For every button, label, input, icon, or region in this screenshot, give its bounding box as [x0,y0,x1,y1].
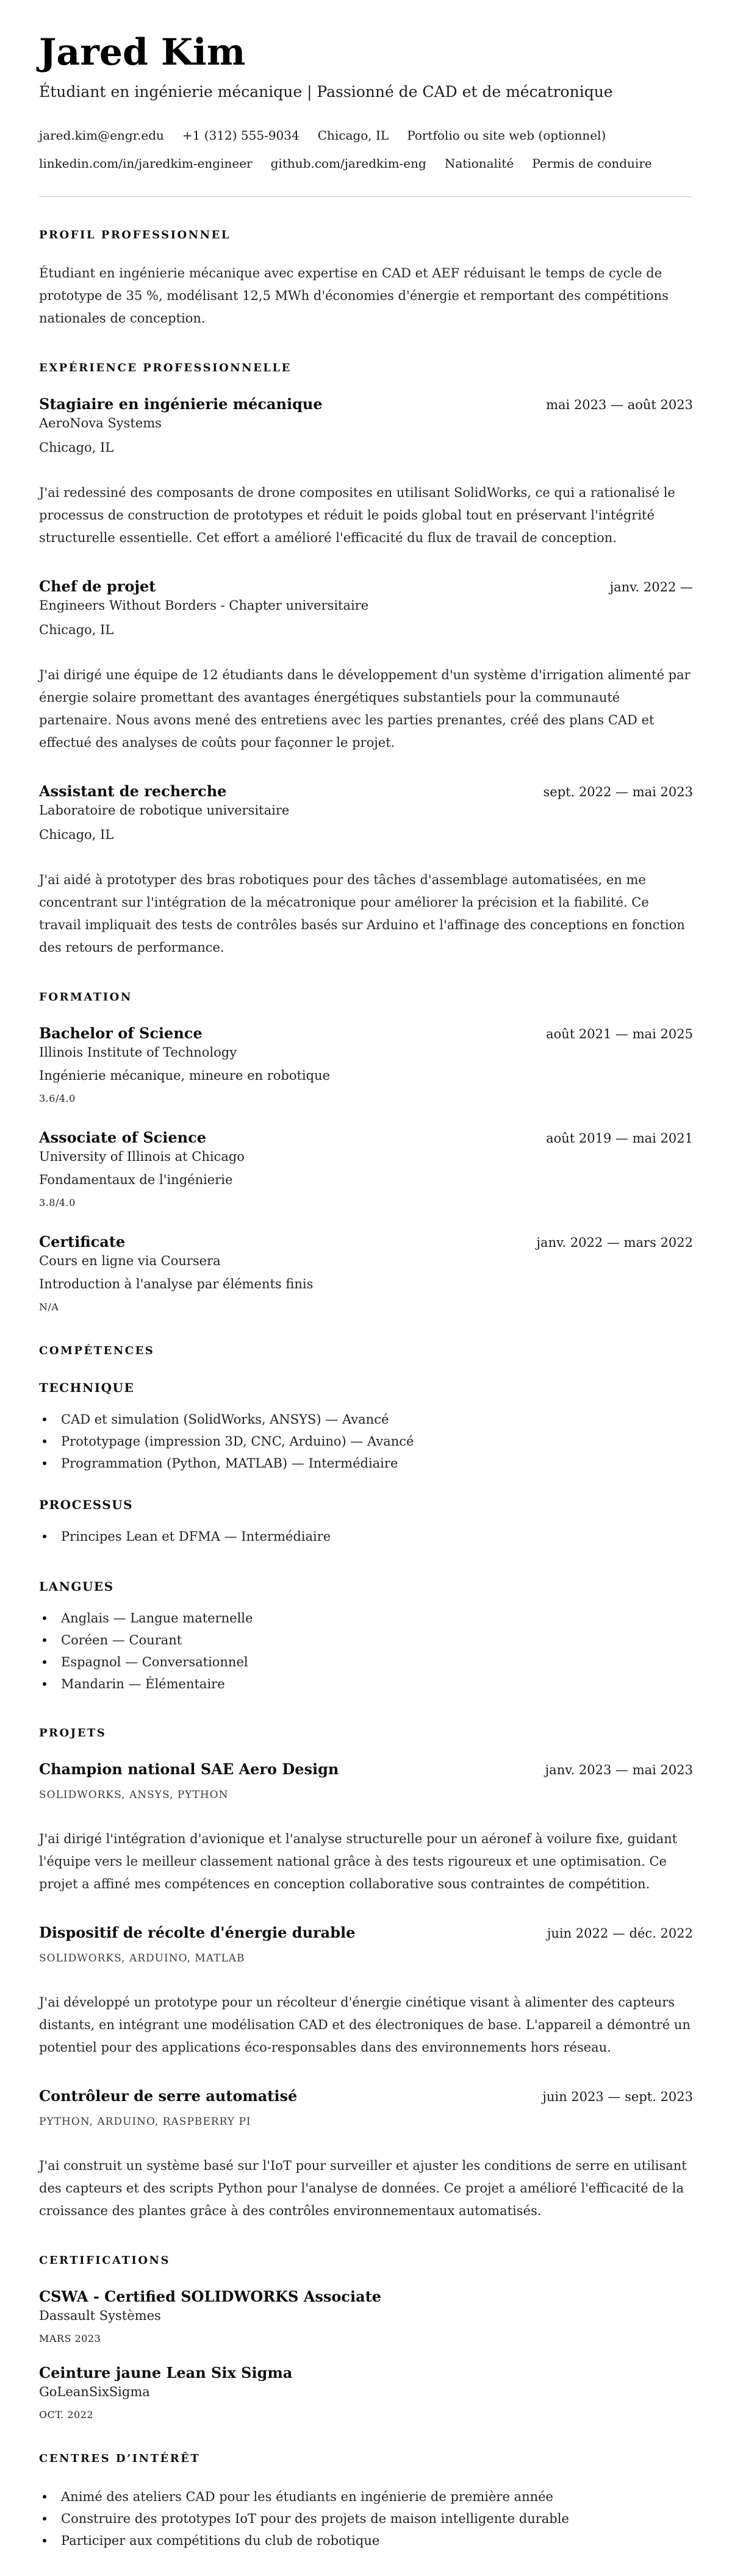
project-dates: janv. 2023 — mai 2023 [545,1763,693,1777]
job-entry [39,782,693,959]
section-projects [39,1727,693,2222]
skills-group-title: TECHNIQUE [39,1380,135,1395]
education-field: Fondamentaux de l'ingénierie [39,1172,233,1187]
education-dates: août 2021 — mai 2025 [546,1027,693,1041]
project-header [39,1760,693,1778]
education-degree: Associate of Science [39,1129,206,1146]
job-role: Assistant de recherche [39,782,227,800]
job-description: J'ai aidé à prototyper des bras robotiques pour des tâches d'assemblage automatisées, en me concentrant sur l'intégration de la mécatronique pour améliorer la précision et la fiabilité. Ce travail impliquait des tests de contrôles basés sur Arduino et l'affinage des conceptions en fonction des retours de performance. [39,872,685,955]
candidate-name: Jared Kim [39,31,246,74]
job-company: Engineers Without Borders - Chapter universitaire [39,598,369,613]
certification-name: CSWA - Certified SOLIDWORKS Associate [39,2288,382,2305]
job-header [39,577,693,595]
section-title-experience: EXPÉRIENCE PROFESSIONNELLE [39,362,292,374]
contact-location: Chicago, IL [317,128,389,143]
project-tags: SOLIDWORKS, ANSYS, PYTHON [39,1789,229,1801]
project-name: Dispositif de récolte d'énergie durable [39,1924,356,1941]
section-title-skills: COMPÉTENCES [39,1344,155,1357]
certification-entry [39,2364,693,2421]
job-location: Chicago, IL [39,440,114,455]
contact-linkedin: linkedin.com/in/jaredkim-engineer [39,156,253,171]
project-tags: SOLIDWORKS, ARDUINO, MATLAB [39,1952,245,1964]
skill-item: Programmation (Python, MATLAB) — Intermédiaire [39,1452,693,1474]
job-company: Laboratoire de robotique universitaire [39,803,290,818]
section-certifications [39,2254,693,2421]
resume-header [39,32,693,197]
interest-item: Animé des ateliers CAD pour les étudiants en ingénierie de première année [39,2486,693,2508]
project-description: J'ai développé un prototype pour un récolteur d'énergie cinétique visant à alimenter des capteurs distants, en intégrant une modélisation CAD et des électroniques de base. L'appareil a démontré un potentiel pour des applications éco-responsables dans des environnements hors réseau. [39,1995,691,2055]
certification-name: Ceinture jaune Lean Six Sigma [39,2364,293,2382]
language-item: Espagnol — Conversationnel [39,1651,693,1673]
interest-item: Construire des prototypes IoT pour des projets de maison intelligente durable [39,2508,693,2530]
education-field: Ingénierie mécanique, mineure en robotique [39,1068,331,1083]
job-role: Stagiaire en ingénierie mécanique [39,395,323,413]
job-description: J'ai redessiné des composants de drone composites en utilisant SolidWorks, ce qui a rationalisé le processus de construction de prototypes et réduit le poids global tout en préservant l'intégrité structurelle essentielle. Cet effort a amélioré l'efficacité du flux de travail de conception. [39,485,675,545]
education-gpa: 3.8/4.0 [39,1197,76,1208]
section-title-profile: PROFIL PROFESSIONNEL [39,229,231,241]
education-field: Introduction à l'analyse par éléments finis [39,1277,314,1291]
section-title-projects: PROJETS [39,1727,107,1739]
skill-item: Principes Lean et DFMA — Intermédiaire [39,1525,693,1547]
project-name: Champion national SAE Aero Design [39,1760,339,1778]
skill-item: CAD et simulation (SolidWorks, ANSYS) — Avancé [39,1408,693,1430]
project-tags: PYTHON, ARDUINO, RASPBERRY PI [39,2116,251,2128]
header-divider [39,196,693,197]
project-header [39,1924,693,1941]
certification-entry [39,2288,693,2344]
contact-website: Portfolio ou site web (optionnel) [407,128,606,143]
job-header [39,395,693,413]
education-header [39,1233,693,1251]
job-header [39,782,693,800]
job-dates: janv. 2022 — [609,580,693,594]
project-entry [39,1924,693,2059]
job-role: Chef de projet [39,577,156,595]
education-dates: janv. 2022 — mars 2022 [536,1235,693,1250]
education-entry [39,1024,693,1104]
certification-date: OCT. 2022 [39,2409,94,2421]
project-header [39,2087,693,2105]
section-title-languages: LANGUES [39,1579,114,1594]
section-skills [39,1344,693,1547]
candidate-headline: Étudiant en ingénierie mécanique | Passionné de CAD et de mécatronique [39,83,613,101]
interest-item: Participer aux compétitions du club de robotique [39,2530,693,2552]
education-gpa: 3.6/4.0 [39,1093,76,1104]
section-interests [39,2452,693,2552]
skills-list [39,1408,693,1474]
languages-list [39,1607,693,1695]
education-school: Cours en ligne via Coursera [39,1254,221,1268]
contact-nationality: Nationalité [444,156,514,171]
contact-email: jared.kim@engr.edu [39,128,164,143]
section-title-interests: CENTRES D’INTÉRÊT [39,2452,201,2465]
skill-item: Prototypage (impression 3D, CNC, Arduino) — Avancé [39,1430,693,1452]
education-entry [39,1233,693,1313]
job-dates: sept. 2022 — mai 2023 [543,785,693,799]
certification-date: MARS 2023 [39,2333,101,2344]
interests-list [39,2486,693,2552]
section-experience [39,362,693,959]
project-name: Contrôleur de serre automatisé [39,2087,298,2105]
job-entry [39,395,693,549]
project-dates: juin 2022 — déc. 2022 [547,1926,693,1941]
project-description: J'ai dirigé l'intégration d'avionique et l'analyse structurelle pour un aéronef à voilure fixe, guidant l'équipe vers le meilleur classement national grâce à des tests rigoureux et une optimisation. Ce projet a affiné mes compétences en conception collaborative sous contraintes de compétition. [39,1832,678,1891]
profile-summary: Étudiant en ingénierie mécanique avec expertise en CAD et AEF réduisant le temps de cycle de prototype de 35 %, modélisant 12,5 MWh d'économies d'énergie et remportant des compétitions nationales de conception. [39,266,669,326]
education-degree: Certificate [39,1233,126,1251]
job-description: J'ai dirigé une équipe de 12 étudiants dans le développement d'un système d'irrigation alimenté par énergie solaire promettant des avantages énergétiques substantiels pour la communauté partenaire. Nous avons mené des entretiens avec les parties prenantes, créé des plans CAD et effectué des analyses de coûts pour façonner le projet. [39,668,691,750]
language-item: Mandarin — Élémentaire [39,1673,693,1695]
section-title-education: FORMATION [39,991,132,1004]
contact-github: github.com/jaredkim-eng [270,156,426,171]
education-entry [39,1129,693,1208]
education-gpa: N/A [39,1301,59,1313]
language-item: Anglais — Langue maternelle [39,1607,693,1629]
skills-group-title: PROCESSUS [39,1497,134,1512]
contact-phone: +1 (312) 555-9034 [182,128,300,143]
education-school: University of Illinois at Chicago [39,1149,245,1164]
section-languages [39,1579,693,1695]
education-school: Illinois Institute of Technology [39,1045,237,1060]
education-header [39,1024,693,1042]
section-title-certifications: CERTIFICATIONS [39,2254,170,2267]
job-location: Chicago, IL [39,623,114,637]
education-degree: Bachelor of Science [39,1024,203,1042]
certification-issuer: Dassault Systèmes [39,2308,161,2323]
job-entry [39,577,693,754]
project-description: J'ai construit un système basé sur l'IoT pour surveiller et ajuster les conditions de serre en utilisant des capteurs et des scripts Python pour l'analyse de données. Ce projet a amélioré l'efficacité de la croissance des plantes grâce à des contrôles environnementaux automatisés. [39,2158,687,2218]
job-location: Chicago, IL [39,827,114,842]
certification-issuer: GoLeanSixSigma [39,2385,150,2399]
project-dates: juin 2023 — sept. 2023 [542,2089,693,2104]
section-profile [39,229,693,330]
education-header [39,1129,693,1146]
education-dates: août 2019 — mai 2021 [546,1131,693,1146]
skills-list [39,1525,693,1547]
contact-row [39,127,693,172]
job-dates: mai 2023 — août 2023 [546,398,693,412]
job-company: AeroNova Systems [39,416,162,430]
project-entry [39,2087,693,2222]
language-item: Coréen — Courant [39,1629,693,1651]
contact-driving-license: Permis de conduire [532,156,652,171]
project-entry [39,1760,693,1896]
section-education [39,991,693,1313]
